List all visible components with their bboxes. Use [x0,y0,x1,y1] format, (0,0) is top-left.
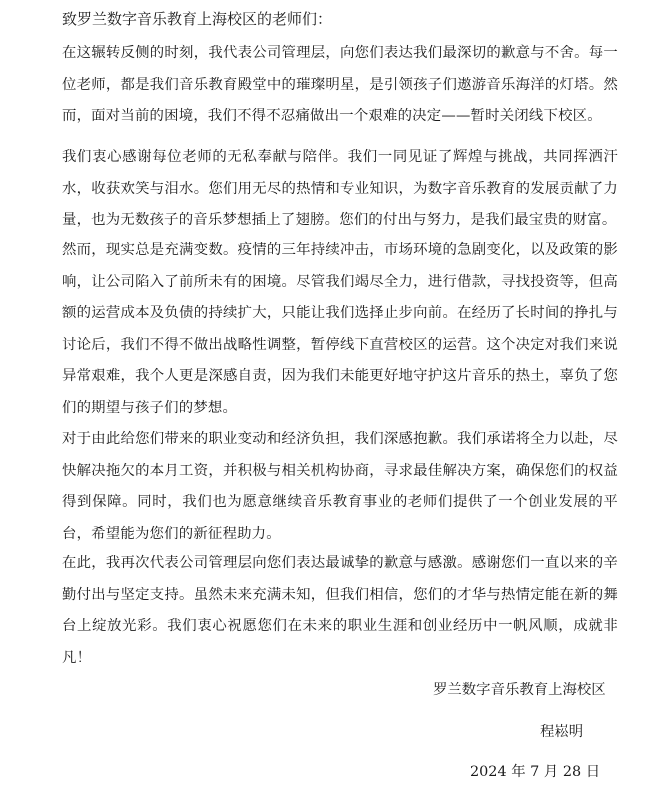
signature-name: 程崧明 [540,724,584,740]
letter-paragraph-4: 对于由此给您们带来的职业变动和经济负担，我们深感抱歉。我们承诺将全力以赴，尽快解决拖欠的本月工资，并积极与相关机构协商，寻求最佳解决方案，确保您们的权益得到保障。同时，我们也为愿意继续音乐教育事业的老师们提供了一个创业发展的平台，希望能为您们的新征程助力。 [62,431,618,542]
signature-organization: 罗兰数字音乐教育上海校区 [433,682,606,698]
letter-paragraph-3: 然而，现实总是充满变数。疫情的三年持续冲击，市场环境的急剧变化，以及政策的影响，让公司陷入了前所未有的困境。尽管我们竭尽全力，进行借款，寻找投资等，但高额的运营成本及负债的持续扩大，只能让我们选择止步向前。在经历了长时间的挣扎与讨论后，我们不得不做出战略性调整，暂停线下直营校区的运营。这个决定对我们来说异常艰难，我个人更是深感自责，因为我们未能更好地守护这片音乐的热土，辜负了您们的期望与孩子们的梦想。 [62,242,618,416]
letter-greeting: 致罗兰数字音乐教育上海校区的老师们： [62,10,333,28]
letter-paragraph-1: 在这辗转反侧的时刻，我代表公司管理层，向您们表达我们最深切的歉意与不舍。每一位老师，都是我们音乐教育殿堂中的璀璨明星，是引领孩子们遨游音乐海洋的灯塔。然而，面对当前的困境，我们不得不忍痛做出一个艰难的决定——暂时关闭线下校区。 [62,45,618,124]
letter-paragraph-2: 我们衷心感谢每位老师的无私奉献与陪伴。我们一同见证了辉煌与挑战，共同挥洒汗水，收获欢笑与泪水。您们用无尽的热情和专业知识，为数字音乐教育的发展贡献了力量，也为无数孩子的音乐梦想插上了翅膀。您们的付出与努力，是我们最宝贵的财富。 [62,149,618,228]
signature-date: 2024 年 7 月 28 日 [470,764,601,780]
letter-paragraph-5: 在此，我再次代表公司管理层向您们表达最诚挚的歉意与感激。感谢您们一直以来的辛勤付出与坚定支持。虽然未来充满未知，但我们相信，您们的才华与热情定能在新的舞台上绽放光彩。我们衷心祝愿您们在未来的职业生涯和创业经历中一帆风顺，成就非凡！ [62,555,618,666]
